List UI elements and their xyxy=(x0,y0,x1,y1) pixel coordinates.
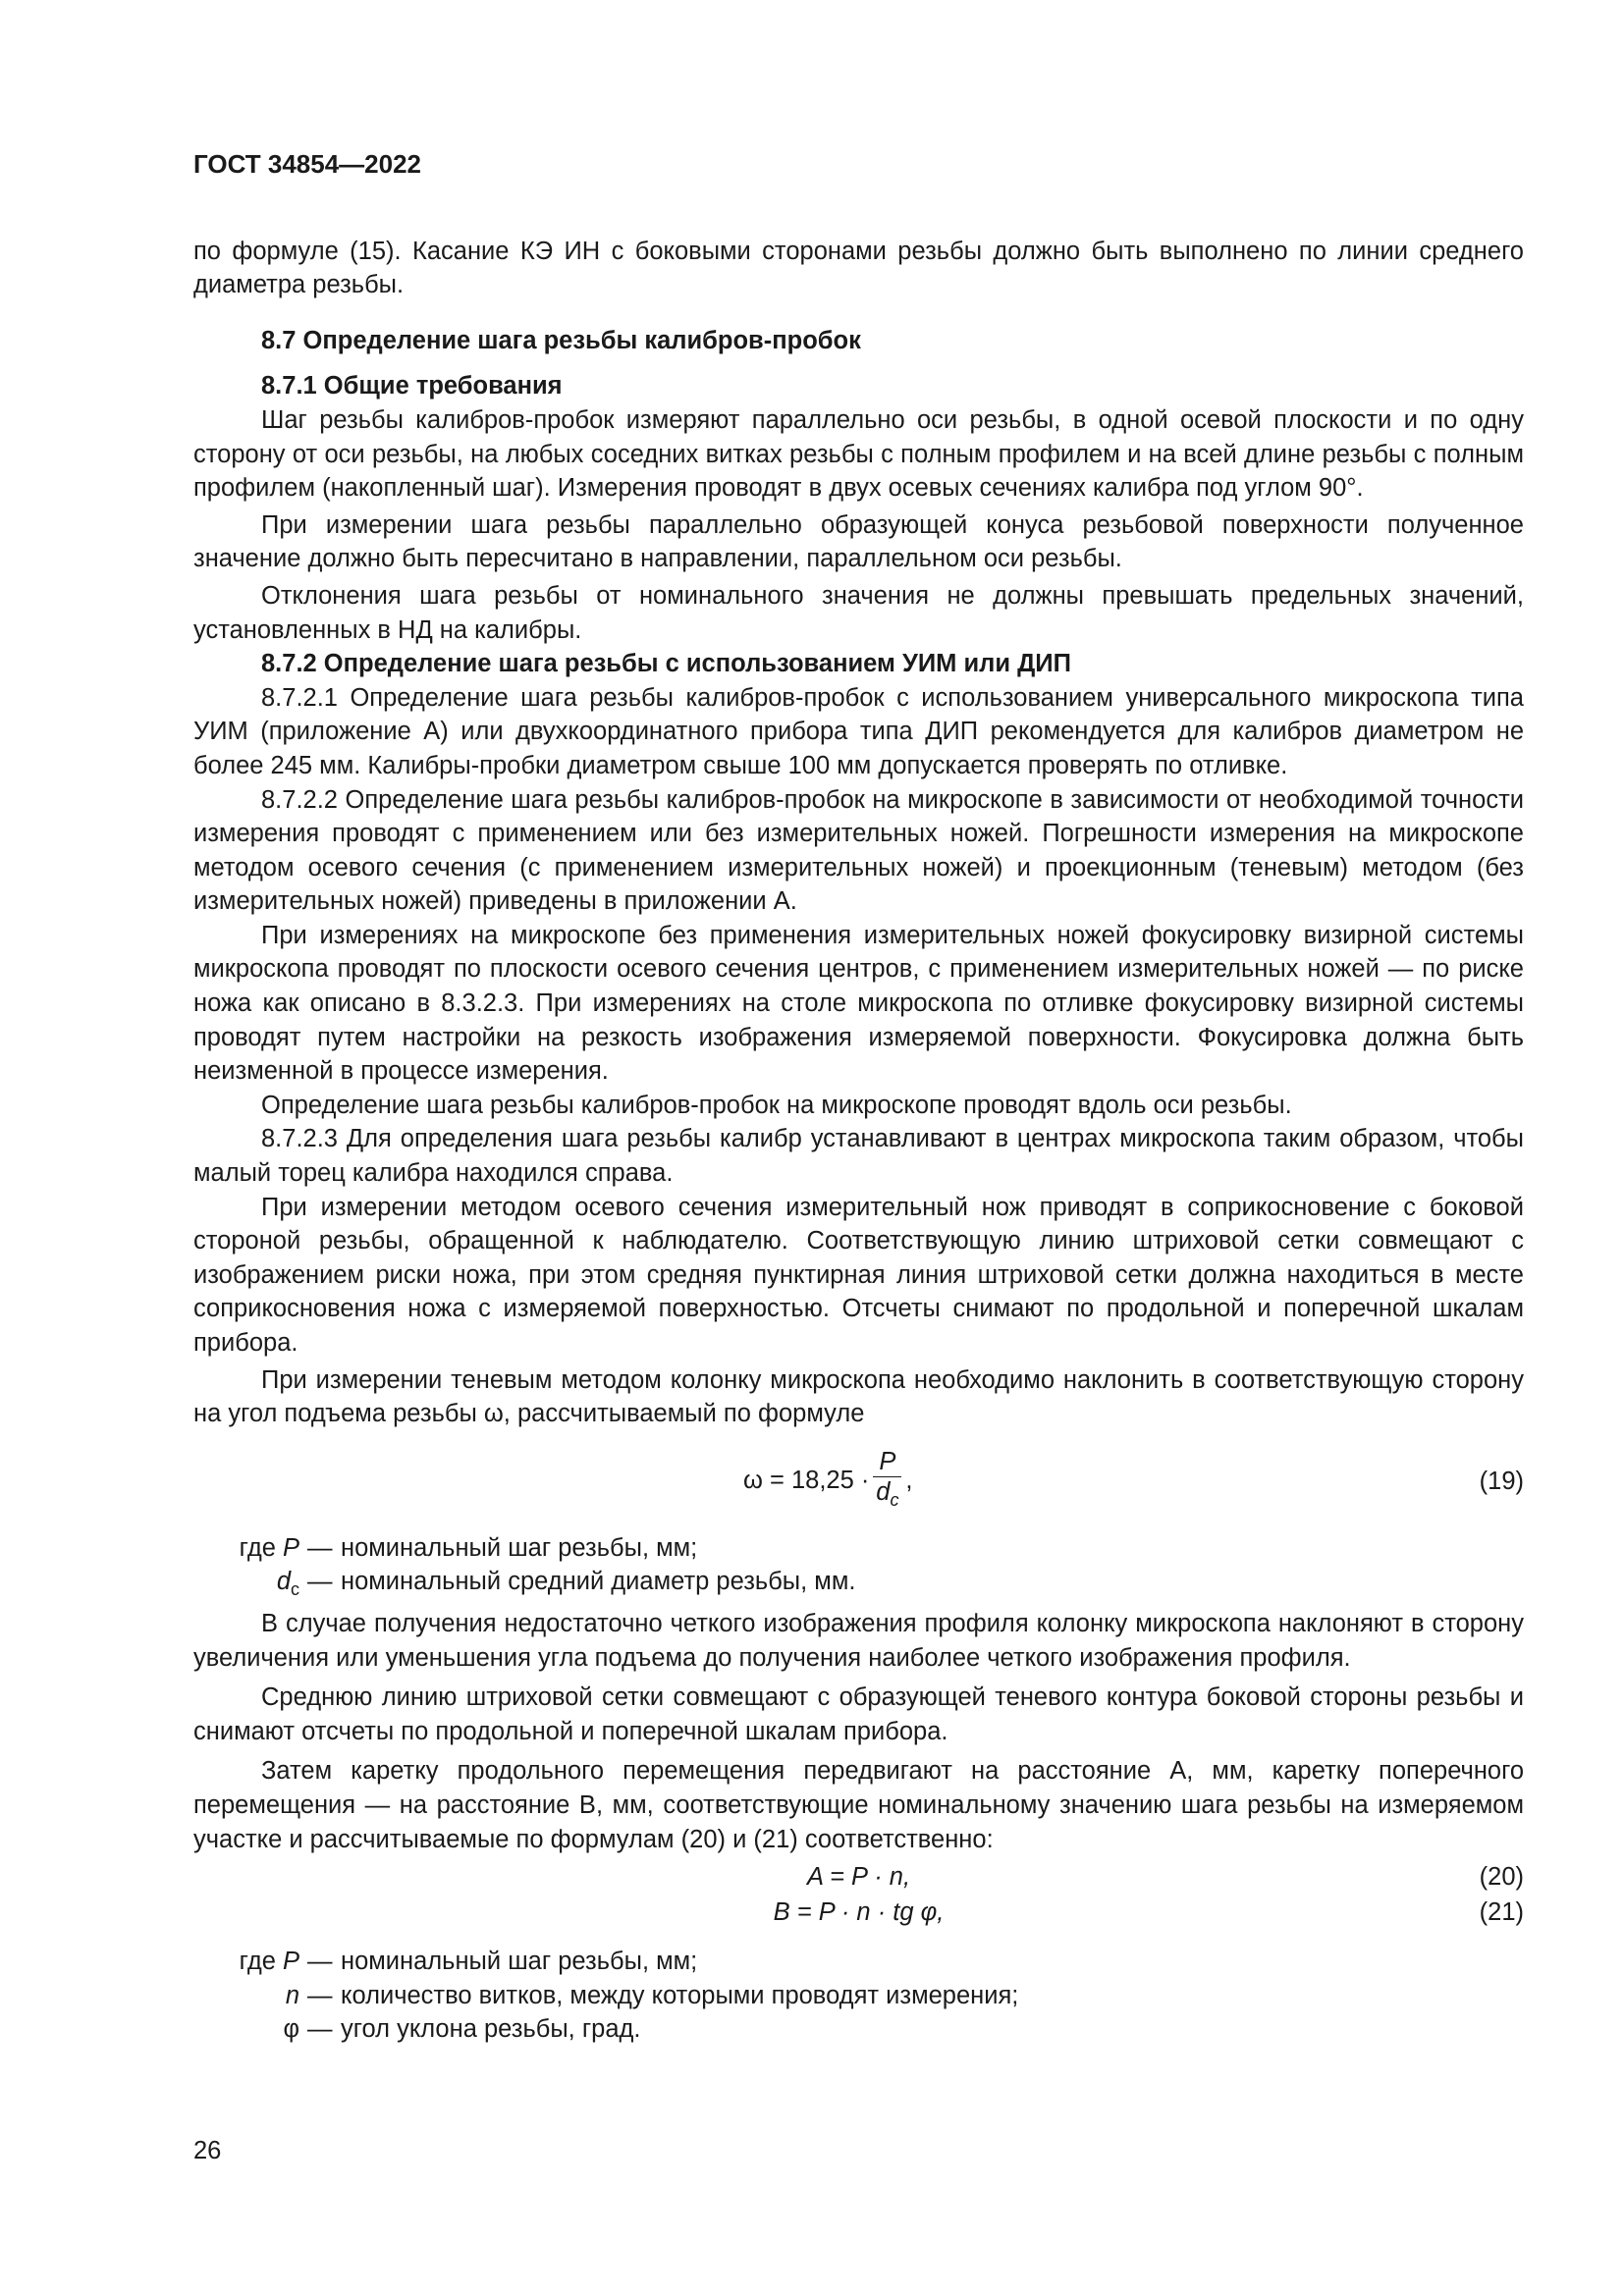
where-definition: угол уклона резьбы, град. xyxy=(341,2015,641,2044)
where-symbol: φ xyxy=(283,2015,299,2044)
subsection-title-8-7-1: 8.7.1 Общие требования xyxy=(261,372,563,400)
formula-19 xyxy=(193,1441,1524,1523)
where-definition: номинальный шаг резьбы, мм; xyxy=(341,1948,698,1976)
where-definition: номинальный шаг резьбы, мм; xyxy=(341,1533,698,1562)
formula-20-expression: A = P · n, xyxy=(806,1863,911,1892)
paragraph: Шаг резьбы калибров-пробок измеряют параллельно оси резьбы, в одной осевой плоскости и по одну сторону от оси резьбы, на любых соседних витках резьбы с полным профилем и на всей длине резьбы с полным профилем (накопленный шаг). Измерения проводят в двух осевых сечениях калибра под углом 90°. xyxy=(193,405,1524,503)
page-number: 26 xyxy=(193,2137,222,2164)
equation-number-20: (20) xyxy=(1479,1863,1524,1892)
paragraph: 8.7.2.2 Определение шага резьбы калибров-пробок на микроскопе в зависимости от необходимой точности измерения проводят с применением или без измерительных ножей. Погрешности измерения на микроскопе методом осевого сечения (с применением измерительных ножей) и проекционным (теневым) методом (без измерительных ножей) приведены в приложении А. xyxy=(193,785,1524,916)
formula-19-numerator: P xyxy=(879,1448,896,1476)
where-symbol: где P xyxy=(239,1533,299,1562)
where-dash: — xyxy=(307,1981,333,2009)
where-dash: — xyxy=(307,2015,333,2044)
paragraph: При измерениях на микроскопе без применения измерительных ножей фокусировку визирной системы микроскопа проводят по плоскости осевого сечения центров, с применением измерительных ножей — по риске ножа как описано в 8.3.2.3. При измерениях на столе микроскопа по отливке фокусировку визирной системы проводят путем настройки на резкость изображения измеряемой поверхности. Фокусировка должна быть неизменной в процессе измерения. xyxy=(193,921,1524,1086)
where-dash: — xyxy=(307,1948,333,1976)
paragraph: В случае получения недостаточно четкого изображения профиля колонку микроскопа наклоняют в сторону увеличения или уменьшения угла подъема до получения наиболее четкого изображения профиля. xyxy=(193,1610,1524,1672)
paragraph: При измерении теневым методом колонку микроскопа необходимо наклонить в соответствующую сторону на угол подъема резьбы ω, рассчитываемый по формуле xyxy=(193,1365,1524,1428)
section-title-8-7: 8.7 Определение шага резьбы калибров-пробок xyxy=(261,326,861,354)
paragraph: 8.7.2.3 Для определения шага резьбы калибр устанавливают в центрах микроскопа таким образом, чтобы малый торец калибра находился справа. xyxy=(193,1125,1524,1188)
equation-number-21: (21) xyxy=(1479,1898,1524,1927)
where-symbol: n xyxy=(285,1981,299,2009)
where-dash: — xyxy=(307,1533,333,1562)
where-list-19 xyxy=(193,1531,1524,1607)
where-symbol: $d_c$ xyxy=(276,1568,299,1600)
formula-19-lhs: ω = 18,25 · xyxy=(743,1467,870,1495)
where-definition: номинальный средний диаметр резьбы, мм. xyxy=(341,1568,856,1596)
document-page xyxy=(193,147,1524,2047)
equation-number-19: (19) xyxy=(1479,1467,1524,1495)
formula-19-denominator: $d_c$ xyxy=(876,1478,899,1511)
paragraph: Отклонения шага резьбы от номинального значения не должны превышать предельных значений, установленных в НД на калибры. xyxy=(193,581,1524,644)
intro-paragraph: по формуле (15). Касание КЭ ИН с боковыми сторонами резьбы должно быть выполнено по линии среднего диаметра резьбы. xyxy=(193,237,1524,299)
subsection-title-8-7-2: 8.7.2 Определение шага резьбы с использованием УИМ или ДИП xyxy=(261,650,1071,678)
paragraph: Затем каретку продольного перемещения передвигают на расстояние A, мм, каретку поперечного перемещения — на расстояние B, мм, соответствующие номинальному значению шага резьбы на измеряемом участке и рассчитываемые по формулам (20) и (21) соответственно: xyxy=(193,1757,1524,1853)
formula-19-tail: , xyxy=(905,1467,913,1495)
paragraph: 8.7.2.1 Определение шага резьбы калибров-пробок с использованием универсального микроскопа типа УИМ (приложение А) или двухкоординатного прибора типа ДИП рекомендуется для калибров диаметром не более 245 мм. Калибры-пробки диаметром свыше 100 мм допускается проверять по отливке. xyxy=(193,683,1524,779)
where-list-21 xyxy=(193,1945,1524,2047)
where-definition: количество витков, между которыми проводят измерения; xyxy=(341,1981,1019,2009)
paragraph: При измерении методом осевого сечения измерительный нож приводят в соприкосновение с боковой стороной резьбы, обращенной к наблюдателю. Соответствующую линию штриховой сетки совмещают с изображением риски ножа, при этом средняя пунктирная линия штриховой сетки должна находиться в месте соприкосновения ножа с измеряемой поверхностью. Отсчеты снимают по продольной и поперечной шкалам прибора. xyxy=(193,1193,1524,1357)
paragraph: Определение шага резьбы калибров-пробок на микроскопе проводят вдоль оси резьбы. xyxy=(261,1091,1292,1119)
formula-20 xyxy=(193,1860,1524,1896)
formula-21-expression: B = P · n · tg φ, xyxy=(773,1898,945,1927)
formula-19-fraction xyxy=(873,1447,901,1515)
where-symbol: где P xyxy=(239,1948,299,1976)
formula-19-expression xyxy=(743,1443,912,1520)
formula-21 xyxy=(193,1896,1524,1939)
paragraph: При измерении шага резьбы параллельно образующей конуса резьбовой поверхности полученное значение должно быть пересчитано в направлении, параллельном оси резьбы. xyxy=(193,510,1524,573)
where-dash: — xyxy=(307,1568,333,1596)
document-header: ГОСТ 34854—2022 xyxy=(193,149,421,179)
paragraph: Среднюю линию штриховой сетки совмещают с образующей теневого контура боковой стороны резьбы и снимают отсчеты по продольной и поперечной шкалам прибора. xyxy=(193,1683,1524,1745)
